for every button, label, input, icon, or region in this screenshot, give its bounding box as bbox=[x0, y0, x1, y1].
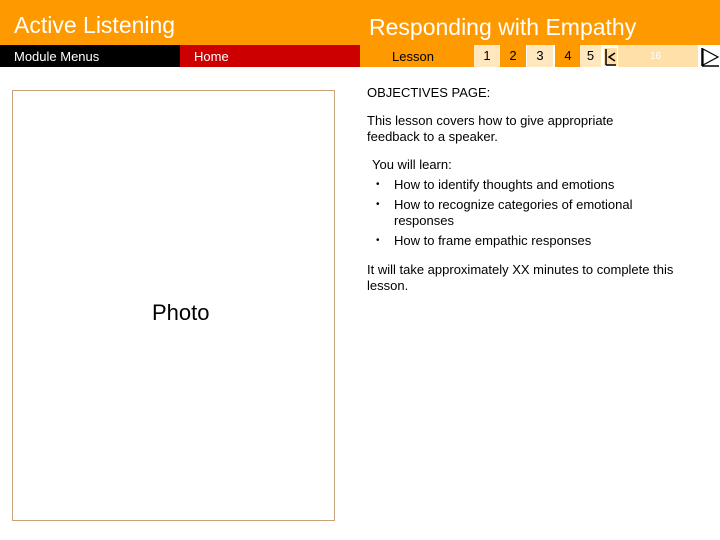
lesson-title: Responding with Empathy bbox=[369, 14, 637, 40]
page-4-button[interactable]: 4 bbox=[555, 45, 581, 67]
objective-item: How to frame empathic responses bbox=[394, 233, 592, 248]
bullet-marker: • bbox=[376, 179, 380, 190]
home-label: Home bbox=[194, 49, 229, 64]
bullet-marker: • bbox=[376, 235, 380, 246]
bullet-marker: • bbox=[376, 199, 380, 210]
page-1-button[interactable]: 1 bbox=[474, 45, 500, 67]
module-menus-label: Module Menus bbox=[14, 49, 100, 64]
page-3-button[interactable]: 3 bbox=[527, 45, 553, 67]
next-arrow-icon[interactable] bbox=[701, 47, 720, 67]
duration-note: It will take approximately XX minutes to complete this lesson. bbox=[367, 262, 674, 293]
objectives-heading: OBJECTIVES PAGE: bbox=[367, 85, 491, 100]
learn-heading: You will learn: bbox=[372, 157, 452, 172]
page-5-button[interactable]: 5 bbox=[580, 45, 601, 67]
previous-arrow-icon[interactable] bbox=[604, 48, 617, 66]
page-count: 16 bbox=[650, 51, 662, 62]
objective-item: How to recognize categories of emotional responses bbox=[394, 197, 633, 228]
objective-item: How to identify thoughts and emotions bbox=[394, 177, 615, 192]
lesson-label: Lesson bbox=[392, 49, 434, 64]
page-2-button[interactable]: 2 bbox=[500, 45, 526, 67]
lesson-intro: This lesson covers how to give appropriate feedback to a speaker. bbox=[367, 113, 614, 144]
photo-label: Photo bbox=[152, 300, 210, 325]
course-title: Active Listening bbox=[14, 12, 176, 38]
